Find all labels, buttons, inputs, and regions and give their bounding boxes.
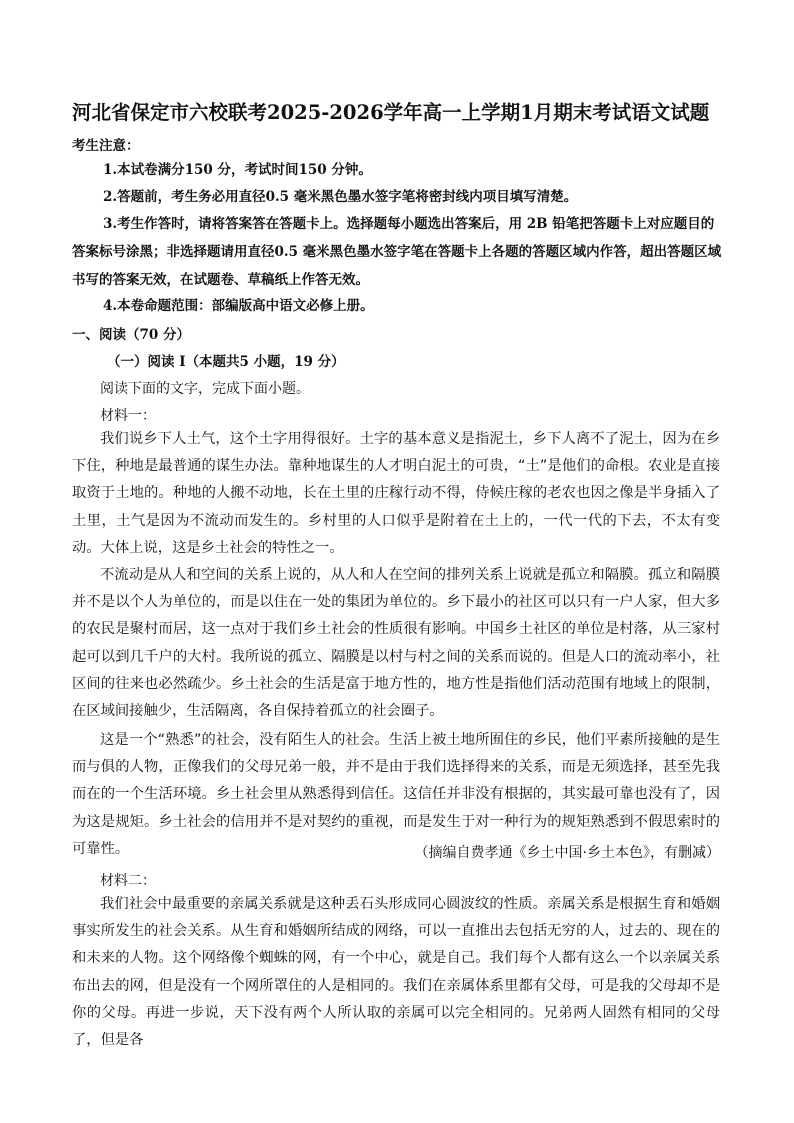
document-title: 河北省保定市六校联考2025-2026学年高一上学期1月期末考试语文试题 bbox=[72, 101, 710, 124]
notice-item: 1.本试卷满分150 分，考试时间150 分钟。 bbox=[103, 162, 372, 178]
material2-paragraph: 我们社会中最重要的亲属关系就是这种丢石头形成同心圆波纹的性质。亲属关系是根据生育和婚姻事实所发生的社会关系。从生育和婚姻所结成的网络，可以一直推出去包括无穷的人，过去的、现在的和未来的人物。这个网络像个蜘蛛的网，有一个中心，就是自己。我们每个人都有这么一个以亲属关系布出去的网，但是没有一个网所罩住的人是相同的。我们在亲属体系里都有父母，可是我的父母却不是你的父母。再进一步说，天下没有两个人所认取的亲属可以完全相同的。兄弟两人固然有相同的父母了，但是各 bbox=[72, 896, 720, 1049]
material-label: 材料一： bbox=[100, 408, 156, 424]
subsection-title: （一）阅读 I（本题共5 小题，19 分） bbox=[107, 354, 345, 370]
notice-item: 3.考生作答时，请将答案答在答题卡上。选择题每小题选出答案后，用 2B 铅笔把答题卡上对应题目的答案标号涂黑；非选择题请用直径0.5 毫米黑色墨水签字笔在答题卡上各题的答题区域内作答，超出答题区域书写的答案无效，在试题卷、草稿纸上作答无效。 bbox=[72, 216, 722, 288]
notice-item: 2.答题前，考生务必用直径0.5 毫米黑色墨水签字笔将密封线内项目填写清楚。 bbox=[103, 189, 578, 205]
material1-paragraph: 不流动是从人和空间的关系上说的，从人和人在空间的排列关系上说就是孤立和隔膜。孤立和隔膜并不是以个人为单位的，而是以住在一处的集团为单位的。乡下最小的社区可以只有一户人家，但大多的农民是聚村而居，这一点对于我们乡土社会的性质很有影响。中国乡土社区的单位是村落，从三家村起可以到几千户的大村。我所说的孤立、隔膜是以村与村之间的关系而说的。但是人口的流动率小，社区间的往来也必然疏少。乡土社会的生活是富于地方性的，地方性是指他们活动范围有地域上的限制，在区域间接触少，生活隔离，各自保持着孤立的社会圈子。 bbox=[72, 567, 720, 720]
section-title: 一、阅读（70 分） bbox=[72, 327, 190, 343]
notice-label: 考生注意： bbox=[72, 138, 140, 154]
material1-paragraph: 我们说乡下人土气，这个土字用得很好。土字的基本意义是指泥土，乡下人离不了泥土，因为在乡下住，种地是最普通的谋生办法。靠种地谋生的人才明白泥土的可贵，“土”是他们的命根。农业是直接取资于土地的。种地的人搬不动地，长在土里的庄稼行动不得，侍候庄稼的老农也因之像是半身插入了土里，土气是因为不流动而发生的。乡村里的人口似乎是附着在土上的，一代一代的下去，不太有变动。大体上说，这是乡土社会的特性之一。 bbox=[72, 431, 720, 556]
material1-paragraph: 这是一个“熟悉”的社会，没有陌生人的社会。生活上被土地所囿住的乡民，他们平素所接触的是生而与俱的人物，正像我们的父母兄弟一般，并不是由于我们选择得来的关系，而是无须选择，甚至先我而在的一个生活环境。乡土社会里从熟悉得到信任。这信任并非没有根据的，其实最可靠也没有了，因为这是规矩。乡土社会的信用并不是对契约的重视，而是发生于对一种行为的规矩熟悉到不假思索时的可靠性。 bbox=[72, 732, 720, 857]
notice-item: 4.本卷命题范围：部编版高中语文必修上册。 bbox=[103, 298, 374, 314]
material-label: 材料二： bbox=[100, 873, 156, 889]
material-source: （摘编自费孝通《乡土中国·乡土本色》，有删减） bbox=[414, 845, 720, 861]
reading-instruction: 阅读下面的文字，完成下面小题。 bbox=[100, 381, 310, 397]
